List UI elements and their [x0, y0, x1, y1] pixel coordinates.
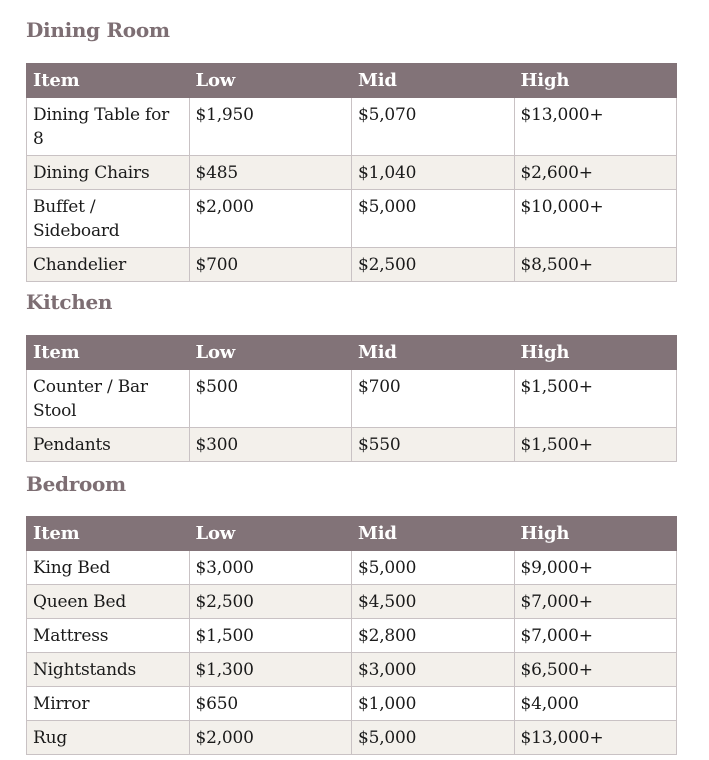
cell-low: $485: [189, 156, 352, 190]
cell-low: $1,500: [189, 619, 352, 653]
cell-item: Mattress: [27, 619, 190, 653]
table-row: [27, 721, 677, 755]
cell-mid: $5,070: [352, 98, 515, 156]
column-header-high: High: [514, 64, 677, 98]
table-header-row: [27, 64, 677, 98]
column-header-item: Item: [27, 64, 190, 98]
cell-high: $1,500+: [514, 370, 677, 428]
cell-item: Buffet / Sideboard: [27, 190, 190, 248]
cell-high: $7,000+: [514, 619, 677, 653]
cell-high: $9,000+: [514, 551, 677, 585]
cell-item: Dining Table for 8: [27, 98, 190, 156]
cell-item: King Bed: [27, 551, 190, 585]
cell-high: $8,500+: [514, 248, 677, 282]
table-row: [27, 653, 677, 687]
cell-high: $13,000+: [514, 721, 677, 755]
column-header-mid: Mid: [352, 64, 515, 98]
table-row: [27, 619, 677, 653]
cell-mid: $5,000: [352, 190, 515, 248]
cell-high: $10,000+: [514, 190, 677, 248]
cell-item: Queen Bed: [27, 585, 190, 619]
cell-low: $300: [189, 428, 352, 462]
cell-high: $7,000+: [514, 585, 677, 619]
column-header-item: Item: [27, 517, 190, 551]
column-header-mid: Mid: [352, 517, 515, 551]
table-row: [27, 156, 677, 190]
cell-low: $3,000: [189, 551, 352, 585]
cell-item: Rug: [27, 721, 190, 755]
cell-mid: $1,000: [352, 687, 515, 721]
cell-low: $1,300: [189, 653, 352, 687]
cell-item: Pendants: [27, 428, 190, 462]
kitchen-price-table: [26, 335, 677, 462]
cell-mid: $550: [352, 428, 515, 462]
cell-high: $2,600+: [514, 156, 677, 190]
table-header-row: [27, 336, 677, 370]
table-row: [27, 98, 677, 156]
table-header-row: [27, 517, 677, 551]
column-header-low: Low: [189, 64, 352, 98]
cell-low: $650: [189, 687, 352, 721]
cell-mid: $1,040: [352, 156, 515, 190]
cell-low: $700: [189, 248, 352, 282]
cell-item: Nightstands: [27, 653, 190, 687]
cell-item: Dining Chairs: [27, 156, 190, 190]
table-row: [27, 428, 677, 462]
cell-item: Counter / Bar Stool: [27, 370, 190, 428]
cell-mid: $700: [352, 370, 515, 428]
cell-mid: $5,000: [352, 551, 515, 585]
table-row: [27, 248, 677, 282]
cell-mid: $5,000: [352, 721, 515, 755]
cell-mid: $2,500: [352, 248, 515, 282]
table-row: [27, 370, 677, 428]
column-header-high: High: [514, 336, 677, 370]
table-row: [27, 687, 677, 721]
cell-high: $1,500+: [514, 428, 677, 462]
cell-low: $500: [189, 370, 352, 428]
cell-item: Mirror: [27, 687, 190, 721]
bedroom-price-table: [26, 516, 677, 755]
column-header-mid: Mid: [352, 336, 515, 370]
table-row: [27, 585, 677, 619]
cell-low: $2,500: [189, 585, 352, 619]
column-header-item: Item: [27, 336, 190, 370]
cell-high: $13,000+: [514, 98, 677, 156]
table-row: [27, 551, 677, 585]
cell-low: $2,000: [189, 721, 352, 755]
dining-room-price-table: [26, 63, 677, 282]
cell-high: $4,000: [514, 687, 677, 721]
column-header-low: Low: [189, 517, 352, 551]
column-header-high: High: [514, 517, 677, 551]
table-row: [27, 190, 677, 248]
cell-high: $6,500+: [514, 653, 677, 687]
cell-low: $2,000: [189, 190, 352, 248]
cell-mid: $3,000: [352, 653, 515, 687]
cell-mid: $4,500: [352, 585, 515, 619]
cell-low: $1,950: [189, 98, 352, 156]
section-heading-dining-room: Dining Room: [26, 18, 170, 42]
cell-item: Chandelier: [27, 248, 190, 282]
cell-mid: $2,800: [352, 619, 515, 653]
section-heading-bedroom: Bedroom: [26, 472, 126, 496]
section-heading-kitchen: Kitchen: [26, 290, 113, 314]
column-header-low: Low: [189, 336, 352, 370]
